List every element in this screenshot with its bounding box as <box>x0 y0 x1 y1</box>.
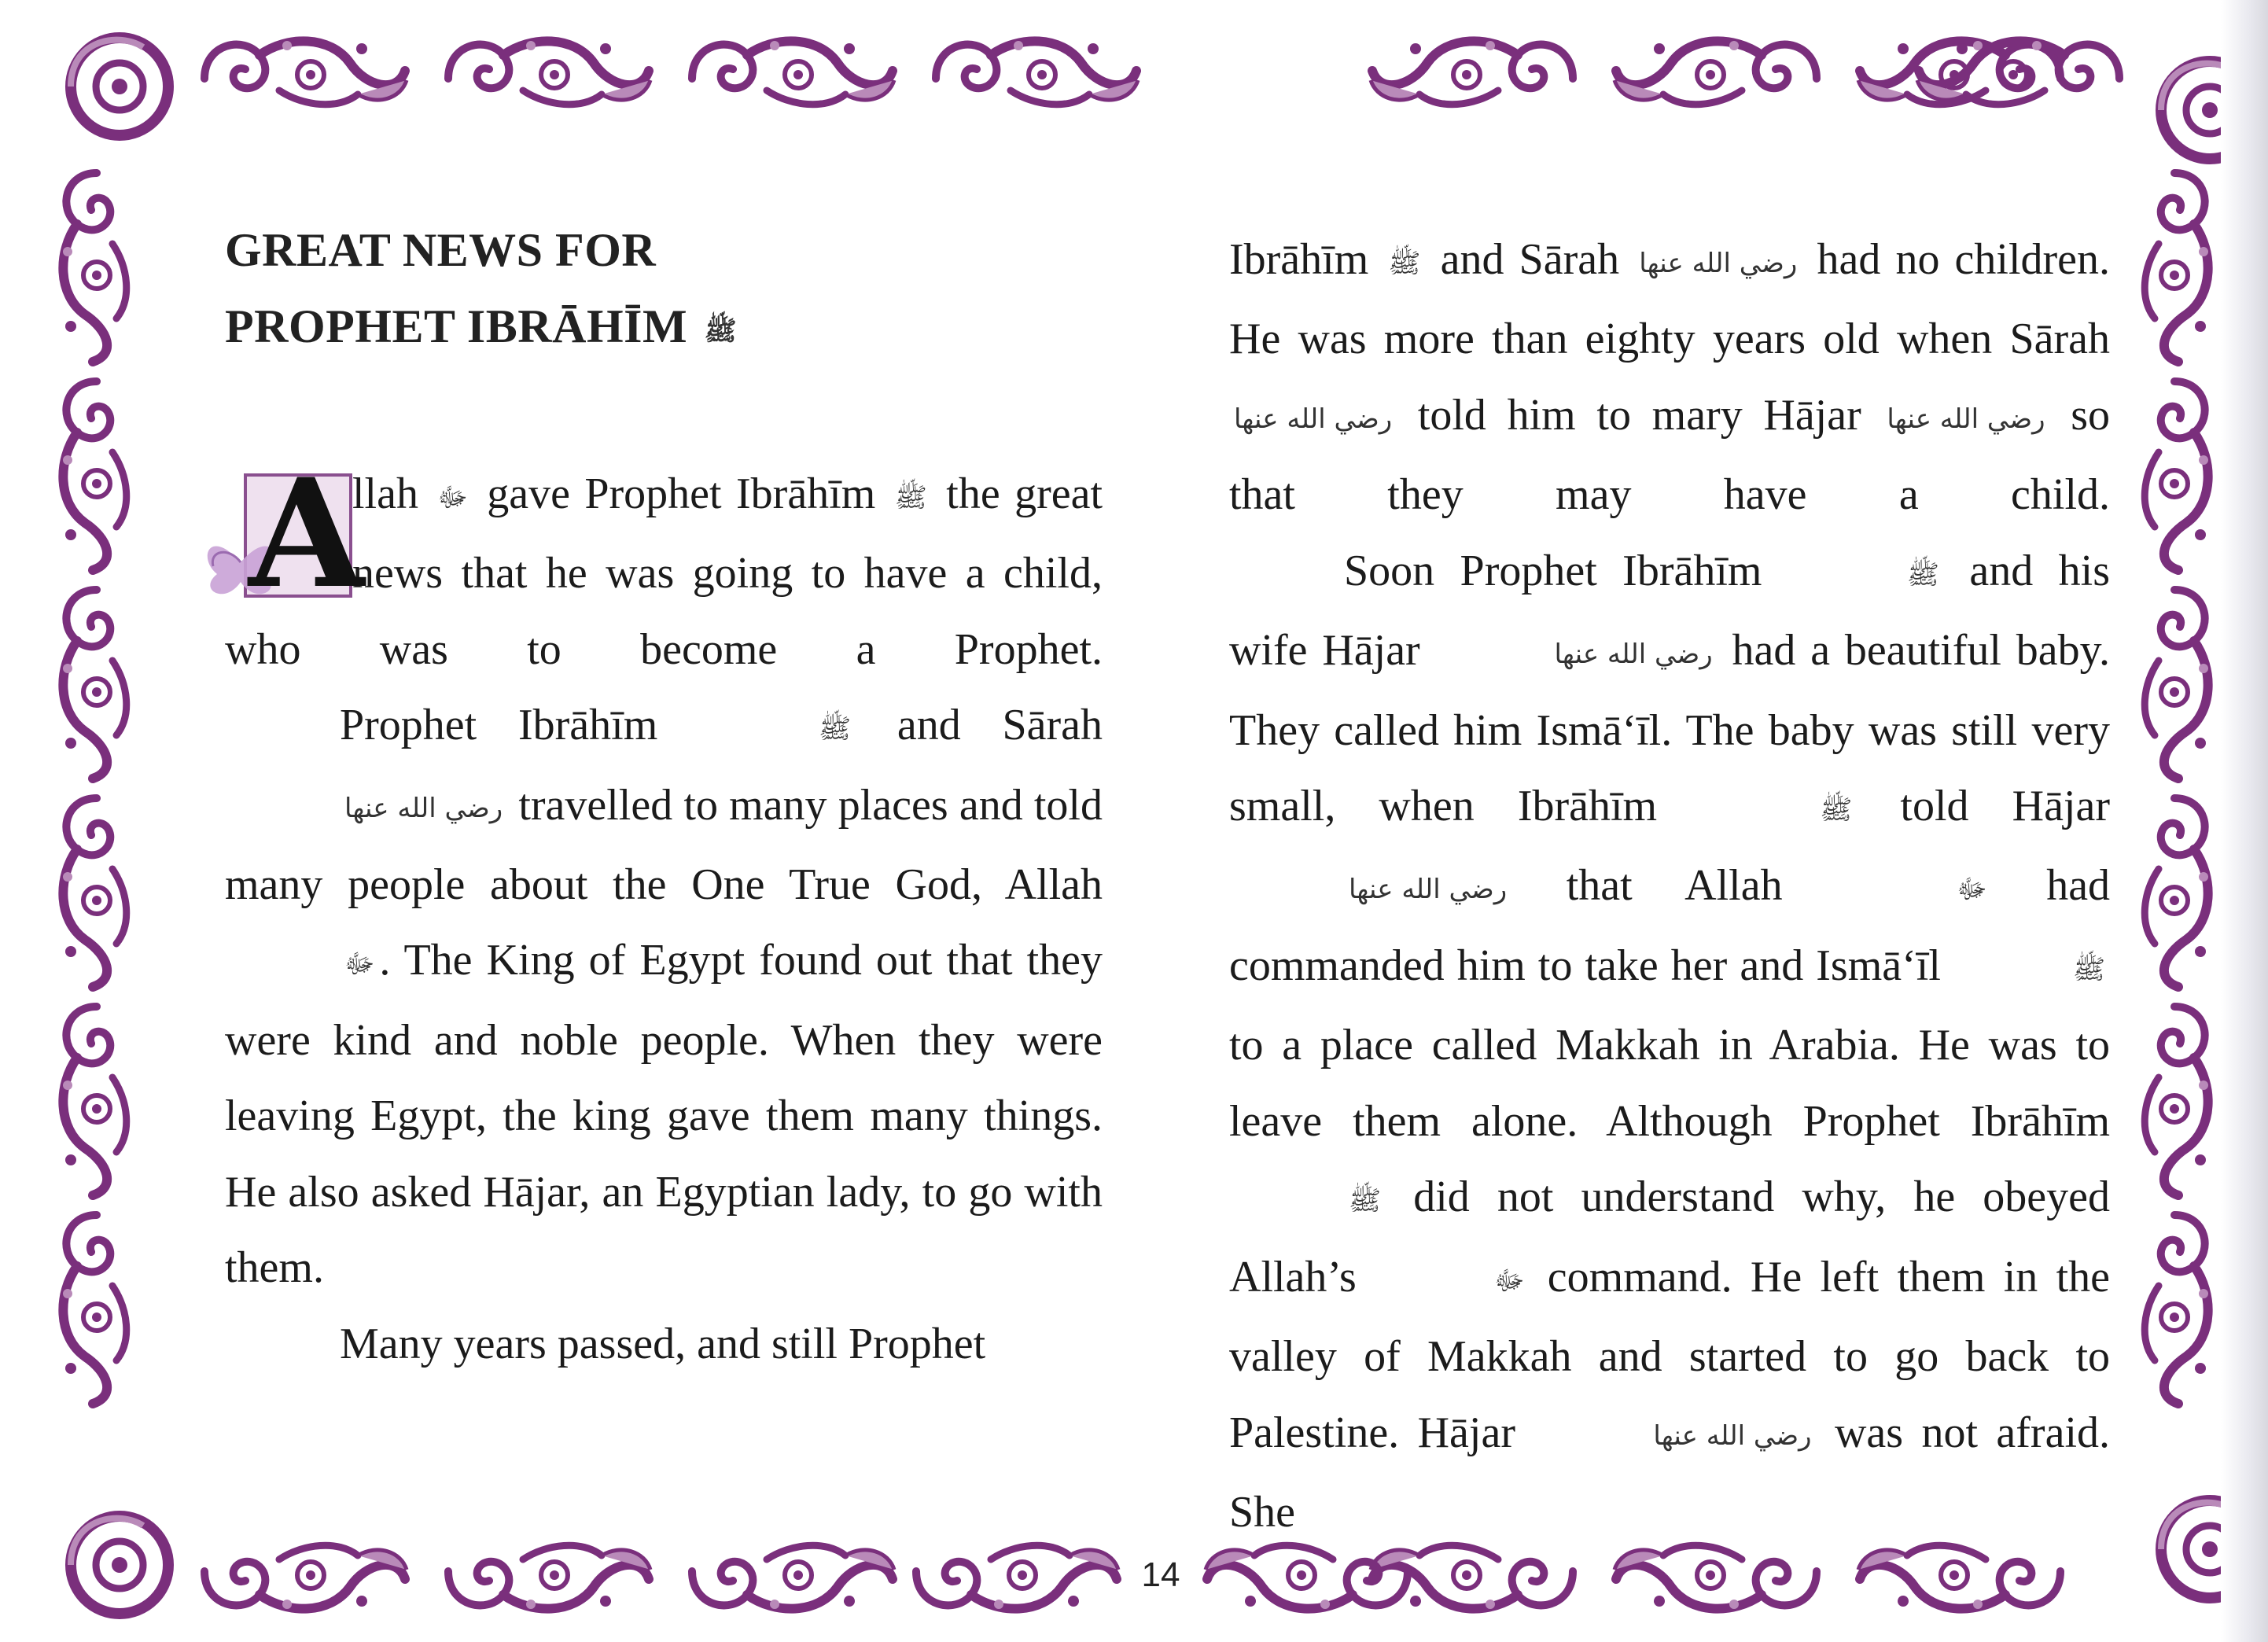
text-run: that Allah <box>1566 861 1783 911</box>
text-run: had commanded him to take her and Ismā‘īl <box>1229 861 2111 990</box>
honorific-prophet: ﷺ <box>1906 558 1939 591</box>
text-run: command. He left them in the valley of Makkah and started to go back to Palestine. Hājar <box>1229 1252 2111 1457</box>
text-run: Prophet Ibrāhīm <box>340 701 658 750</box>
text-run: gave Prophet Ibrāhīm <box>487 469 876 518</box>
text-run: . The King of Egypt found out that they were kind and noble people. When they were leaving Egypt, the king gave them many things. He also asked Hājar, an Egyptian lady, to go with them. <box>225 936 1103 1293</box>
heading-line-1: GREAT NEWS FOR <box>225 224 657 276</box>
text-run: told him to mary Hājar <box>1417 390 1861 440</box>
honorific-allah: ﷻ <box>437 481 468 514</box>
text-run: told Hājar <box>1900 782 2110 831</box>
text-run: the great news that he was going to have a child, who was to become a Prophet. <box>225 469 1103 674</box>
honorific-prophet: ﷺ <box>1349 1185 1382 1217</box>
honorific-prophet: ﷺ <box>894 481 927 514</box>
text-run: Soon Prophet Ibrāhīm <box>1344 546 1762 595</box>
honorific-allah: ﷻ <box>1957 874 1987 906</box>
honorific-prophet: ﷺ <box>1388 247 1421 279</box>
paragraph-1 <box>225 445 1103 687</box>
heading-line-2: PROPHET IBRĀHĪM <box>225 300 688 352</box>
page-number: 14 <box>1137 1555 1184 1595</box>
text-run: and Sārah <box>897 701 1103 750</box>
honorific-prophet: ﷺ <box>2072 953 2106 985</box>
honorific-lady: رضي الله عنها <box>1554 639 1713 671</box>
paragraph-3 <box>225 1306 1103 1382</box>
page-edge-shadow <box>2221 0 2268 1642</box>
paragraph-4 <box>1229 222 2110 533</box>
honorific-prophet: ﷺ <box>819 713 852 746</box>
honorific-prophet: ﷺ <box>704 315 737 347</box>
honorific-lady: رضي الله عنها <box>344 793 503 825</box>
text-run: so that they may have a child. <box>1229 390 2111 520</box>
text-run: and Sārah <box>1440 235 1620 284</box>
text-run: did not understand why, he obeyed Allah’s <box>1229 1173 2111 1301</box>
drop-cap <box>200 445 365 621</box>
text-run: llah <box>352 469 418 518</box>
drop-cap-letter: A <box>249 445 365 621</box>
right-text-column <box>1229 222 2110 1550</box>
text-run: travelled to many places and told many people about the One True God, Allah <box>225 780 1103 909</box>
paragraph-5 <box>1229 533 2110 1551</box>
top-border-row <box>71 38 2119 135</box>
honorific-lady: رضي الله عنها <box>1234 403 1393 435</box>
honorific-lady: رضي الله عنها <box>1349 874 1508 906</box>
text-run: had no children. He was more than eighty years old when Sārah <box>1229 235 2111 364</box>
text-run: and his wife Hājar <box>1229 546 2110 676</box>
honorific-allah: ﷻ <box>344 948 375 981</box>
text-run: was not afraid. She <box>1229 1408 2110 1537</box>
honorific-prophet: ﷺ <box>1820 793 1853 826</box>
chapter-heading <box>225 212 1103 370</box>
left-border-column <box>63 173 127 1404</box>
text-run: Many years passed, and still Prophet <box>340 1319 986 1368</box>
honorific-lady: رضي الله عنها <box>1639 247 1798 279</box>
honorific-allah: ﷻ <box>1494 1265 1525 1297</box>
text-run: Ibrāhīm <box>1229 235 1369 284</box>
text-run: had a beautiful baby. They called him Ismā‘īl. The baby was still very small, when Ibrāhīm <box>1229 626 2110 831</box>
left-text-column <box>225 212 1103 1382</box>
honorific-lady: رضي الله عنها <box>1653 1420 1812 1452</box>
honorific-lady: رضي الله عنها <box>1887 403 2045 435</box>
paragraph-2 <box>225 687 1103 1306</box>
text-run: to a place called Makkah in Arabia. He was to leave them alone. Although Prophet Ibrāhīm <box>1229 1021 2110 1146</box>
